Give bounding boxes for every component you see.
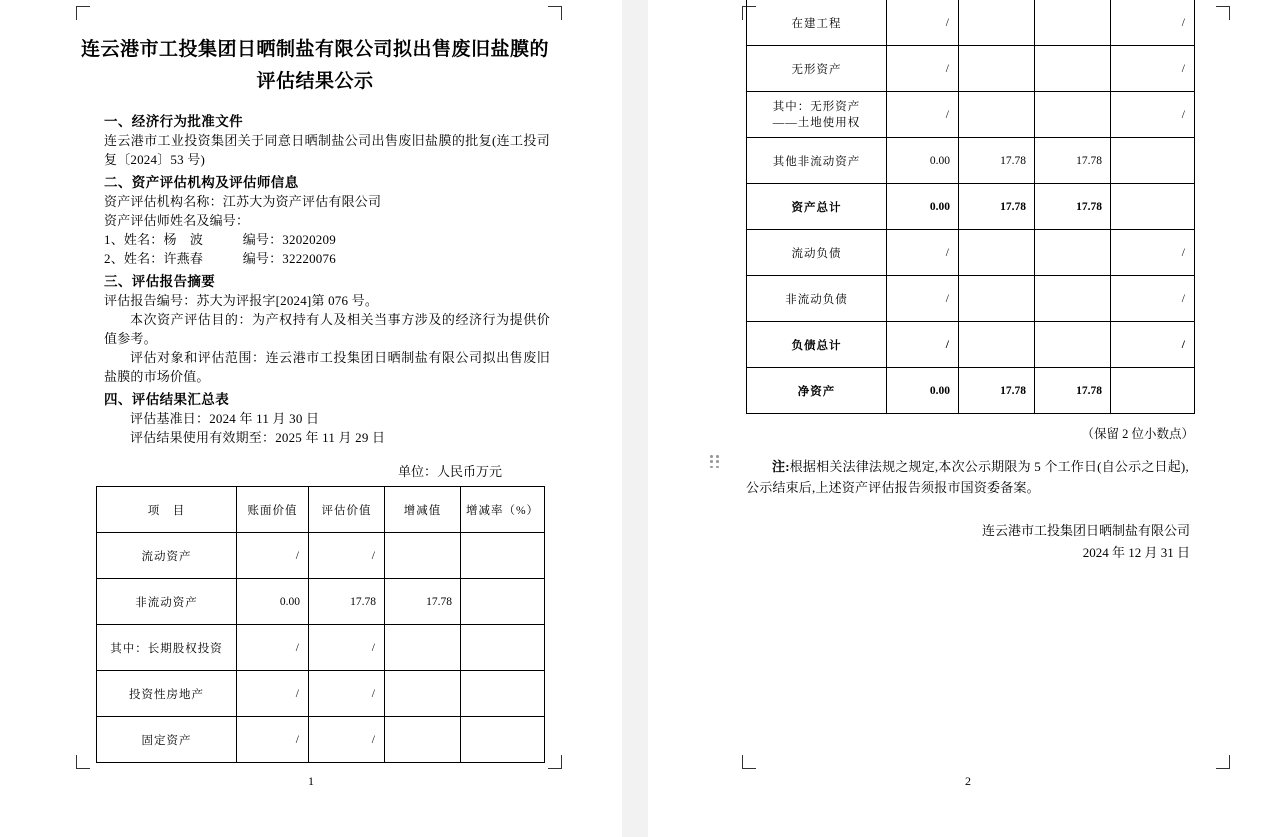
- signature-company: 连云港市工投集团日晒制盐有限公司: [981, 523, 1190, 538]
- note-label: 注:: [772, 459, 790, 474]
- section-2-heading: 二、资产评估机构及评估师信息: [104, 175, 299, 190]
- cell-book-value: /: [887, 276, 959, 322]
- section-4-heading: 四、评估结果汇总表: [104, 392, 230, 407]
- appraiser-2: 2、姓名：许燕春 编号：32220076: [104, 251, 336, 266]
- cell-change-rate: /: [1111, 0, 1195, 46]
- cell-book-value: /: [887, 46, 959, 92]
- appraisal-summary-table-page2: [746, 0, 1195, 414]
- appraiser-1: 1、姓名：杨 波 编号：32020209: [104, 232, 336, 247]
- row-label: 流动资产: [97, 533, 237, 579]
- cell-book-value: /: [237, 717, 309, 763]
- cell-appraised-value: [959, 230, 1035, 276]
- appraisal-scope: 评估对象和评估范围：连云港市工投集团日晒制盐有限公司拟出售废旧盐膜的市场价值。: [104, 350, 550, 384]
- table-row: [97, 625, 545, 671]
- cell-book-value: 0.00: [887, 138, 959, 184]
- cell-change-value: [385, 671, 461, 717]
- crop-mark-top-right: [548, 6, 562, 20]
- page-2: [648, 0, 1288, 837]
- row-label: 在建工程: [747, 0, 887, 46]
- unit-label: 单位：人民币万元: [397, 464, 502, 479]
- cell-appraised-value: /: [309, 533, 385, 579]
- cell-book-value: /: [237, 625, 309, 671]
- table-row: [747, 46, 1195, 92]
- row-label: 固定资产: [97, 717, 237, 763]
- cell-change-rate: /: [1111, 92, 1195, 138]
- section-1-heading: 一、经济行为批准文件: [104, 114, 243, 129]
- table-row: [747, 322, 1195, 368]
- crop-mark-top-right-2: [1216, 6, 1230, 20]
- cell-book-value: /: [237, 671, 309, 717]
- cell-change-rate: /: [1111, 322, 1195, 368]
- page-2-body: [746, 0, 1194, 564]
- appraisal-purpose: 本次资产评估目的：为产权持有人及相关当事方涉及的经济行为提供价值参考。: [104, 312, 550, 346]
- cell-change-value: 17.78: [1035, 138, 1111, 184]
- col-header-item: 项 目: [97, 487, 237, 533]
- row-label: 流动负债: [747, 230, 887, 276]
- col-header-change: 增减值: [385, 487, 461, 533]
- table-row: [747, 0, 1195, 46]
- cell-book-value: 0.00: [237, 579, 309, 625]
- cell-change-value: [1035, 46, 1111, 92]
- validity-date: 评估结果使用有效期至：2025 年 11 月 29 日: [130, 430, 386, 445]
- decimal-note: （保留 2 位小数点）: [1081, 427, 1194, 441]
- cell-change-value: 17.78: [1035, 368, 1111, 414]
- cell-change-rate: [1111, 184, 1195, 230]
- cell-book-value: /: [887, 0, 959, 46]
- page-1-body: [80, 34, 550, 763]
- table-row: [97, 671, 545, 717]
- crop-mark-top-left: [76, 6, 90, 20]
- row-label: 非流动负债: [747, 276, 887, 322]
- cell-appraised-value: 17.78: [959, 138, 1035, 184]
- cell-change-rate: [1111, 368, 1195, 414]
- cell-change-rate: /: [1111, 230, 1195, 276]
- row-label: 投资性房地产: [97, 671, 237, 717]
- cell-change-value: [1035, 276, 1111, 322]
- cell-change-value: 17.78: [1035, 184, 1111, 230]
- cell-change-value: [1035, 0, 1111, 46]
- cell-change-value: [385, 533, 461, 579]
- signature-block: [746, 520, 1194, 564]
- cell-appraised-value: [959, 276, 1035, 322]
- cell-change-rate: [461, 717, 545, 763]
- crop-mark-bottom-left-2: [742, 755, 756, 769]
- cell-appraised-value: /: [309, 717, 385, 763]
- table-row: [747, 92, 1195, 138]
- table-row: [97, 717, 545, 763]
- cell-change-rate: [461, 671, 545, 717]
- drag-handle[interactable]: [710, 455, 720, 469]
- col-header-appraised-value: 评估价值: [309, 487, 385, 533]
- public-notice-text: [746, 456, 1194, 498]
- row-label: 其中：长期股权投资: [97, 625, 237, 671]
- table-header-row: [97, 487, 545, 533]
- signature-date: 2024 年 12 月 31 日: [1082, 545, 1190, 560]
- page-number-1: 1: [308, 774, 314, 788]
- table-row: [97, 533, 545, 579]
- col-header-book-value: 账面价值: [237, 487, 309, 533]
- cell-change-value: [1035, 92, 1111, 138]
- cell-appraised-value: [959, 0, 1035, 46]
- cell-change-value: 17.78: [385, 579, 461, 625]
- table-row: [747, 276, 1195, 322]
- table-row: [747, 138, 1195, 184]
- page-title: 连云港市工投集团日晒制盐有限公司拟出售废旧盐膜的评估结果公示: [80, 39, 549, 92]
- cell-appraised-value: [959, 322, 1035, 368]
- page-gutter: [622, 0, 648, 837]
- cell-appraised-value: 17.78: [959, 184, 1035, 230]
- appraisal-summary-table-page1: [96, 486, 545, 763]
- cell-change-value: [385, 717, 461, 763]
- cell-change-rate: /: [1111, 46, 1195, 92]
- row-label: 净资产: [747, 368, 887, 414]
- base-date: 评估基准日：2024 年 11 月 30 日: [130, 411, 320, 426]
- crop-mark-bottom-right: [548, 755, 562, 769]
- cell-appraised-value: /: [309, 671, 385, 717]
- cell-book-value: /: [887, 92, 959, 138]
- cell-change-rate: [461, 579, 545, 625]
- report-number: 评估报告编号：苏大为评报字[2024]第 076 号。: [104, 293, 379, 308]
- table-row: [747, 184, 1195, 230]
- cell-change-value: [1035, 230, 1111, 276]
- cell-change-value: [1035, 322, 1111, 368]
- row-label: 非流动资产: [97, 579, 237, 625]
- cell-book-value: /: [887, 322, 959, 368]
- cell-appraised-value: /: [309, 625, 385, 671]
- table-row: [747, 368, 1195, 414]
- crop-mark-bottom-right-2: [1216, 755, 1230, 769]
- cell-book-value: /: [237, 533, 309, 579]
- cell-book-value: 0.00: [887, 368, 959, 414]
- table-row: [747, 230, 1195, 276]
- cell-book-value: /: [887, 230, 959, 276]
- table-row: [97, 579, 545, 625]
- page-1: [0, 0, 622, 837]
- cell-change-value: [385, 625, 461, 671]
- cell-change-rate: [461, 533, 545, 579]
- cell-change-rate: /: [1111, 276, 1195, 322]
- appraiser-label: 资产评估师姓名及编号：: [104, 213, 250, 228]
- row-label: 其中：无形资产 ——土地使用权: [747, 92, 887, 138]
- row-label: 负债总计: [747, 322, 887, 368]
- appraisal-agency-name: 资产评估机构名称：江苏大为资产评估有限公司: [104, 194, 382, 209]
- cell-book-value: 0.00: [887, 184, 959, 230]
- cell-appraised-value: 17.78: [959, 368, 1035, 414]
- cell-appraised-value: 17.78: [309, 579, 385, 625]
- cell-appraised-value: [959, 46, 1035, 92]
- col-header-change-rate: 增减率（%）: [461, 487, 545, 533]
- section-3-heading: 三、评估报告摘要: [104, 274, 216, 289]
- row-label: 无形资产: [747, 46, 887, 92]
- cell-change-rate: [461, 625, 545, 671]
- row-label: 其他非流动资产: [747, 138, 887, 184]
- cell-appraised-value: [959, 92, 1035, 138]
- page-number-2: 2: [965, 774, 971, 788]
- cell-change-rate: [1111, 138, 1195, 184]
- section-1-text: 连云港市工业投资集团关于同意日晒制盐公司出售废旧盐膜的批复(连工投司复〔2024〕53 号): [104, 133, 550, 167]
- note-body: 根据相关法律法规之规定,本次公示期限为 5 个工作日(自公示之日起),公示结束后,上述资产评估报告须报市国资委备案。: [746, 459, 1189, 495]
- row-label: 资产总计: [747, 184, 887, 230]
